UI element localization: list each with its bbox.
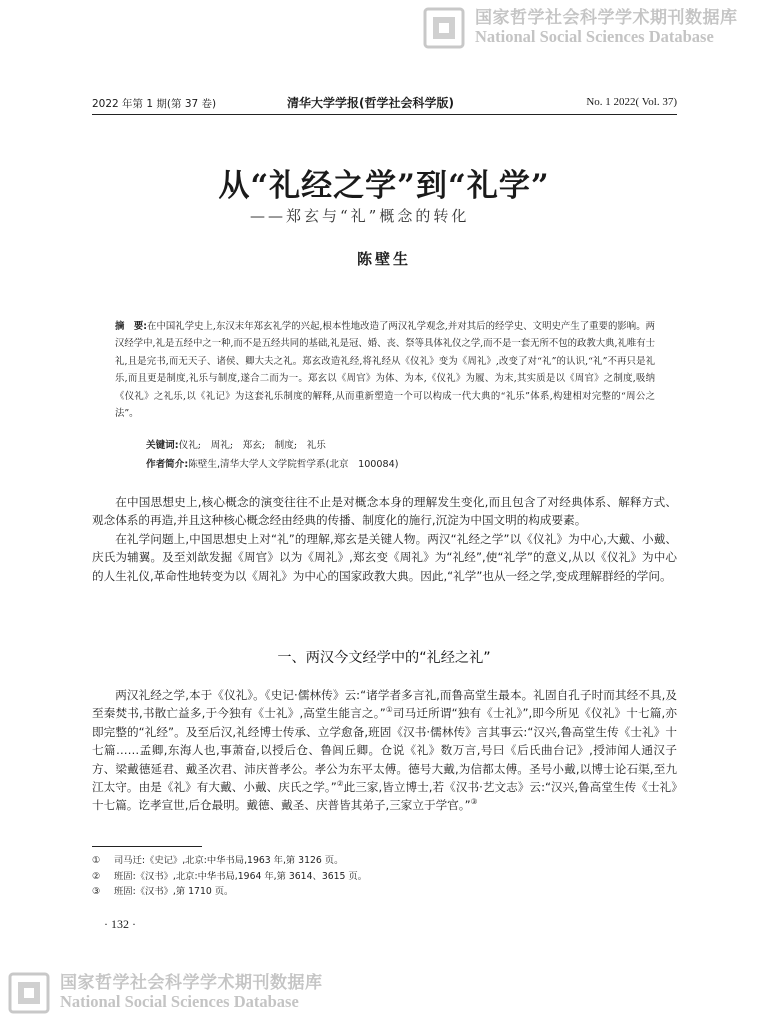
footnote-text: 班固:《汉书》,第 1710 页。 bbox=[114, 886, 234, 898]
running-head bbox=[92, 96, 677, 115]
section-1-text-a: 两汉礼经之学,本于《仪礼》。《史记·儒林传》云:“诸学者多言礼,而鲁高堂生最本。礼固自孔子时而其经不具,及至秦焚书,书散亡益多,于今独有《士礼》,高堂生能言之。” bbox=[92, 688, 677, 721]
footnote-ref: ② bbox=[336, 779, 344, 789]
footnote-ref: ③ bbox=[470, 797, 478, 807]
abstract bbox=[115, 318, 655, 422]
section-1-paragraph bbox=[92, 686, 677, 815]
footnote bbox=[92, 853, 652, 869]
watermark-cn: 国家哲学社会科学学术期刊数据库 bbox=[475, 8, 738, 29]
database-logo-icon bbox=[423, 7, 465, 49]
footnote bbox=[92, 884, 652, 900]
section-1-body bbox=[92, 686, 677, 815]
watermark-en: National Social Sciences Database bbox=[60, 992, 299, 1012]
footnote-ref: ① bbox=[385, 705, 393, 715]
introduction bbox=[92, 493, 677, 585]
footnote bbox=[92, 869, 652, 885]
keywords-label: 关键词: bbox=[146, 440, 179, 451]
watermark-cn: 国家哲学社会科学学术期刊数据库 bbox=[60, 973, 323, 994]
footnote-number: ① bbox=[92, 855, 101, 866]
page-number: · 132 · bbox=[104, 917, 136, 931]
section-1-text-b: 司马迁所谓“独有《士礼》”,即今所见《仪礼》十七篇,亦即完整的“礼经”。及至后汉,礼经博士传承、立学愈备,班固《汉书·儒林传》言其事云:“汉兴,鲁高堂生传《士礼》十七篇……孟卿,东海人也,事萧奋,以授后仓、鲁闾丘卿。仓说《礼》数万言,号曰《后氏曲台记》,授沛闻人通汉子方、梁戴德延君、戴圣次君、沛庆普孝公。孝公为东平太傅。德号大戴,为信都太傅。圣号小戴,以博士论石渠,至九江太守。由是《礼》有大戴、小戴、庆氏之学。” bbox=[92, 706, 677, 795]
section-heading: 一、两汉今文经学中的“礼经之礼” bbox=[277, 650, 491, 666]
keywords bbox=[146, 437, 666, 451]
footnote-divider bbox=[92, 846, 202, 847]
watermark-en: National Social Sciences Database bbox=[475, 27, 714, 47]
database-logo-icon bbox=[8, 972, 50, 1014]
article-title: 从“礼经之学”到“礼学” bbox=[218, 168, 550, 204]
footnote-text: 班固:《汉书》,北京:中华书局,1964 年,第 3614、3615 页。 bbox=[114, 870, 368, 882]
intro-paragraph-1: 在中国思想史上,核心概念的演变往往不止是对概念本身的理解发生变化,而且包含了对经典体系、解释方式、观念体系的再造,并且这种核心概念经由经典的传播、制度化的施行,沉淀为中国文明的构成要素。 bbox=[92, 495, 677, 528]
footnote-number: ② bbox=[92, 870, 101, 882]
author-info bbox=[146, 456, 666, 470]
author-info-label: 作者简介: bbox=[146, 459, 189, 470]
keywords-text: 仪礼; 周礼; 郑玄; 制度; 礼乐 bbox=[178, 440, 326, 451]
author-info-text: 陈壁生,清华大学人文学院哲学系(北京 100084) bbox=[188, 459, 399, 470]
issue-info: 2022 年第 1 期(第 37 卷) bbox=[92, 98, 217, 110]
footnote-number: ③ bbox=[92, 886, 101, 898]
watermark-top bbox=[423, 4, 758, 52]
watermark-bottom bbox=[8, 968, 368, 1018]
journal-name: 清华大学学报(哲学社会科学版) bbox=[287, 96, 454, 110]
intro-paragraph-2: 在礼学问题上,中国思想史上对“礼”的理解,郑玄是关键人物。两汉“礼经之学”以《仪礼》为中心,大戴、小戴、庆氏为辅翼。及至刘歆发掘《周官》以为《周礼》,郑玄变《周礼》为“礼经”,使“礼学”的意义,从以《仪礼》为中心的人生礼仪,革命性地转变为以《周礼》为中心的国家政教大典。因此,“礼学”也从一经之学,变成理解群经的学问。 bbox=[92, 531, 677, 583]
abstract-text: 在中国礼学史上,东汉末年郑玄礼学的兴起,根本性地改造了两汉礼学观念,并对其后的经学史、文明史产生了重要的影响。两汉经学中,礼是五经中之一种,而不是五经共同的基础,礼是冠、婚、丧、祭等具体礼仪之学,而不是一套无所不包的政教大典,礼唯有士礼,且是完书,而无天子、诸侯、卿大夫之礼。郑玄改造礼经,将礼经从《仪礼》变为《周礼》,改变了对“礼”的认识,“礼”不再只是礼乐,而且更是制度,礼乐与制度,遂合二而为一。郑玄以《周官》为体、为本,《仪礼》为履、为末,其实质是以《周官》之制度,吸纳《仪礼》之礼乐,以《礼记》为这套礼乐制度的解释,从而重新塑造一个可以构成一代大典的“礼乐”体系,构建相对完整的“周公之法”。 bbox=[115, 321, 656, 420]
section-1-text-c: 此三家,皆立博士,若《汉书·艺文志》云:“汉兴,鲁高堂生传《士礼》十七篇。讫孝宣世,后仓最明。戴德、戴圣、庆普皆其弟子,三家立于学官。” bbox=[92, 780, 677, 813]
issue-info-en: No. 1 2022( Vol. 37) bbox=[586, 96, 677, 108]
footnote-text: 司马迁:《史记》,北京:中华书局,1963 年,第 3126 页。 bbox=[114, 855, 344, 866]
author-name: 陈壁生 bbox=[356, 250, 411, 268]
footnotes bbox=[92, 853, 652, 900]
abstract-label: 摘 要: bbox=[115, 321, 147, 332]
article-subtitle: ——郑玄与“礼”概念的转化 bbox=[250, 207, 470, 225]
